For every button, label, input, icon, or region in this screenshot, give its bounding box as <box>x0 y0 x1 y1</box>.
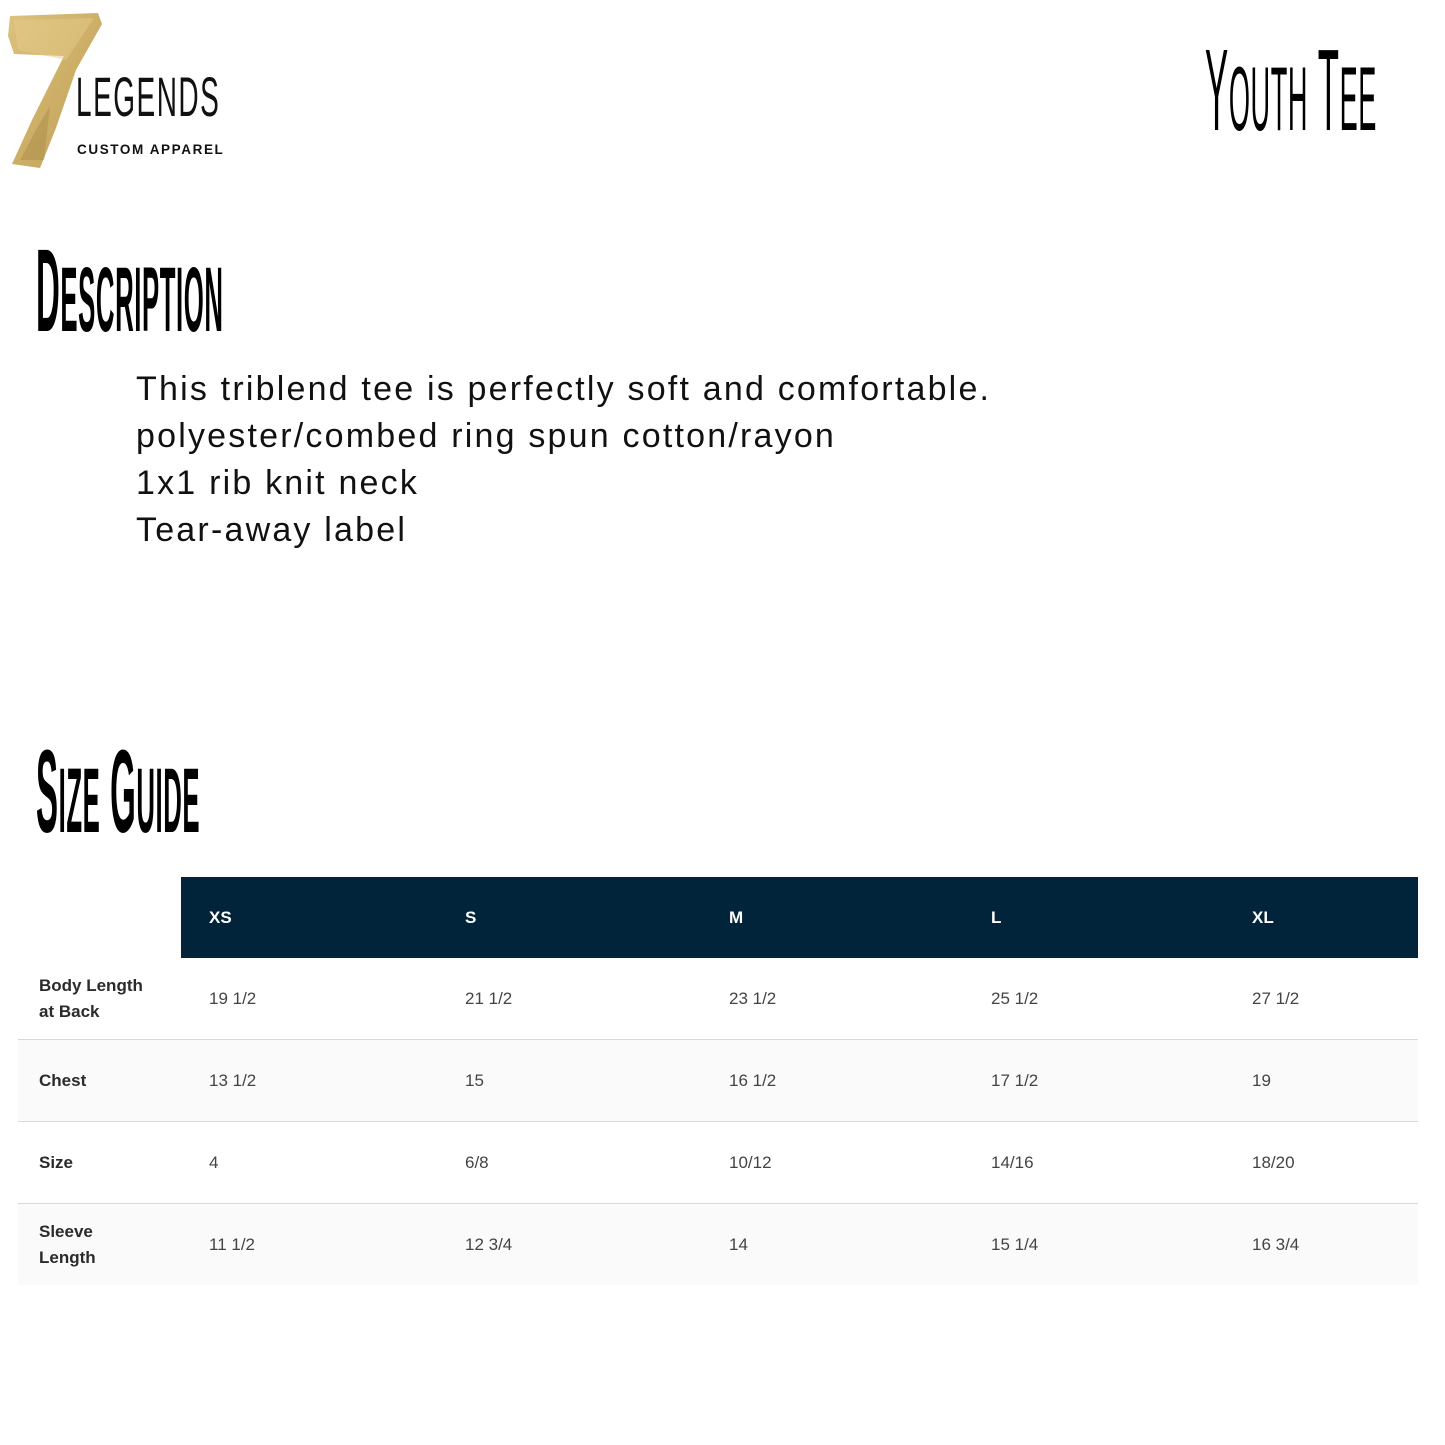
description-line: This triblend tee is perfectly soft and comfortable. <box>136 370 992 408</box>
column-header-m: M <box>701 877 963 958</box>
table-cell: 4 <box>181 1122 437 1204</box>
logo-wordmark: LEGENDS <box>76 65 221 128</box>
size-table-header <box>18 877 1418 958</box>
title-cap: Y <box>1205 25 1229 155</box>
table-cell: 23 1/2 <box>729 988 777 1008</box>
table-cell: 21 1/2 <box>465 988 513 1008</box>
table-row <box>18 1204 1418 1286</box>
row-label-line: Length <box>39 1247 96 1267</box>
table-cell: 16 1/2 <box>701 1040 963 1122</box>
table-cell: 14/16 <box>963 1122 1224 1204</box>
row-label: Chest <box>18 1040 181 1122</box>
heading-cap: S <box>36 726 59 858</box>
row-label <box>18 1204 181 1286</box>
heading-cap: D <box>36 225 61 357</box>
description-line: Tear-away label <box>136 511 408 549</box>
column-header-xl: XL <box>1224 877 1418 958</box>
table-cell: 19 <box>1224 1040 1418 1122</box>
row-label <box>18 958 181 1040</box>
size-table <box>18 877 1418 1285</box>
table-cell: 27 1/2 <box>1252 988 1300 1008</box>
row-label-line: Body Length <box>39 975 143 995</box>
page-title <box>1205 25 1378 158</box>
size-guide-heading <box>36 726 201 860</box>
table-cell: 19 1/2 <box>209 988 257 1008</box>
table-cell: 14 <box>701 1204 963 1286</box>
row-label-line: Sleeve <box>39 1221 93 1241</box>
table-cell: 6/8 <box>437 1122 701 1204</box>
table-cell: 17 1/2 <box>963 1040 1224 1122</box>
heading-rest: ESCRIPTION <box>60 248 224 351</box>
description-line: 1x1 rib knit neck <box>136 464 420 502</box>
table-row <box>18 958 1418 1040</box>
column-header-l: L <box>963 877 1224 958</box>
table-row <box>18 1122 1418 1204</box>
title-cap: T <box>1317 25 1340 155</box>
heading-rest: UIDE <box>136 749 201 852</box>
header-corner <box>18 877 181 958</box>
table-cell: 12 3/4 <box>437 1204 701 1286</box>
description-text <box>136 366 991 554</box>
table-cell: 11 1/2 <box>181 1204 437 1286</box>
description-line: polyester/combed ring spun cotton/rayon <box>136 417 837 455</box>
table-cell: 10/12 <box>701 1122 963 1204</box>
description-heading <box>36 225 224 359</box>
row-label: Size <box>18 1122 181 1204</box>
brand-logo <box>6 10 236 172</box>
column-header-xs: XS <box>181 877 437 958</box>
row-label-line: at Back <box>39 1001 100 1021</box>
table-cell: 13 1/2 <box>181 1040 437 1122</box>
table-cell: 15 <box>437 1040 701 1122</box>
column-header-s: S <box>437 877 701 958</box>
table-row <box>18 1040 1418 1122</box>
heading-rest: IZE <box>58 749 101 852</box>
title-rest: EE <box>1339 49 1378 150</box>
table-cell: 16 3/4 <box>1224 1204 1418 1286</box>
logo-subtitle: CUSTOM APPAREL <box>77 142 225 157</box>
table-cell: 25 1/2 <box>991 988 1039 1008</box>
heading-cap: G <box>110 726 137 858</box>
title-rest: OUTH <box>1228 49 1309 150</box>
table-cell: 15 1/4 <box>963 1204 1224 1286</box>
table-cell: 18/20 <box>1224 1122 1418 1204</box>
